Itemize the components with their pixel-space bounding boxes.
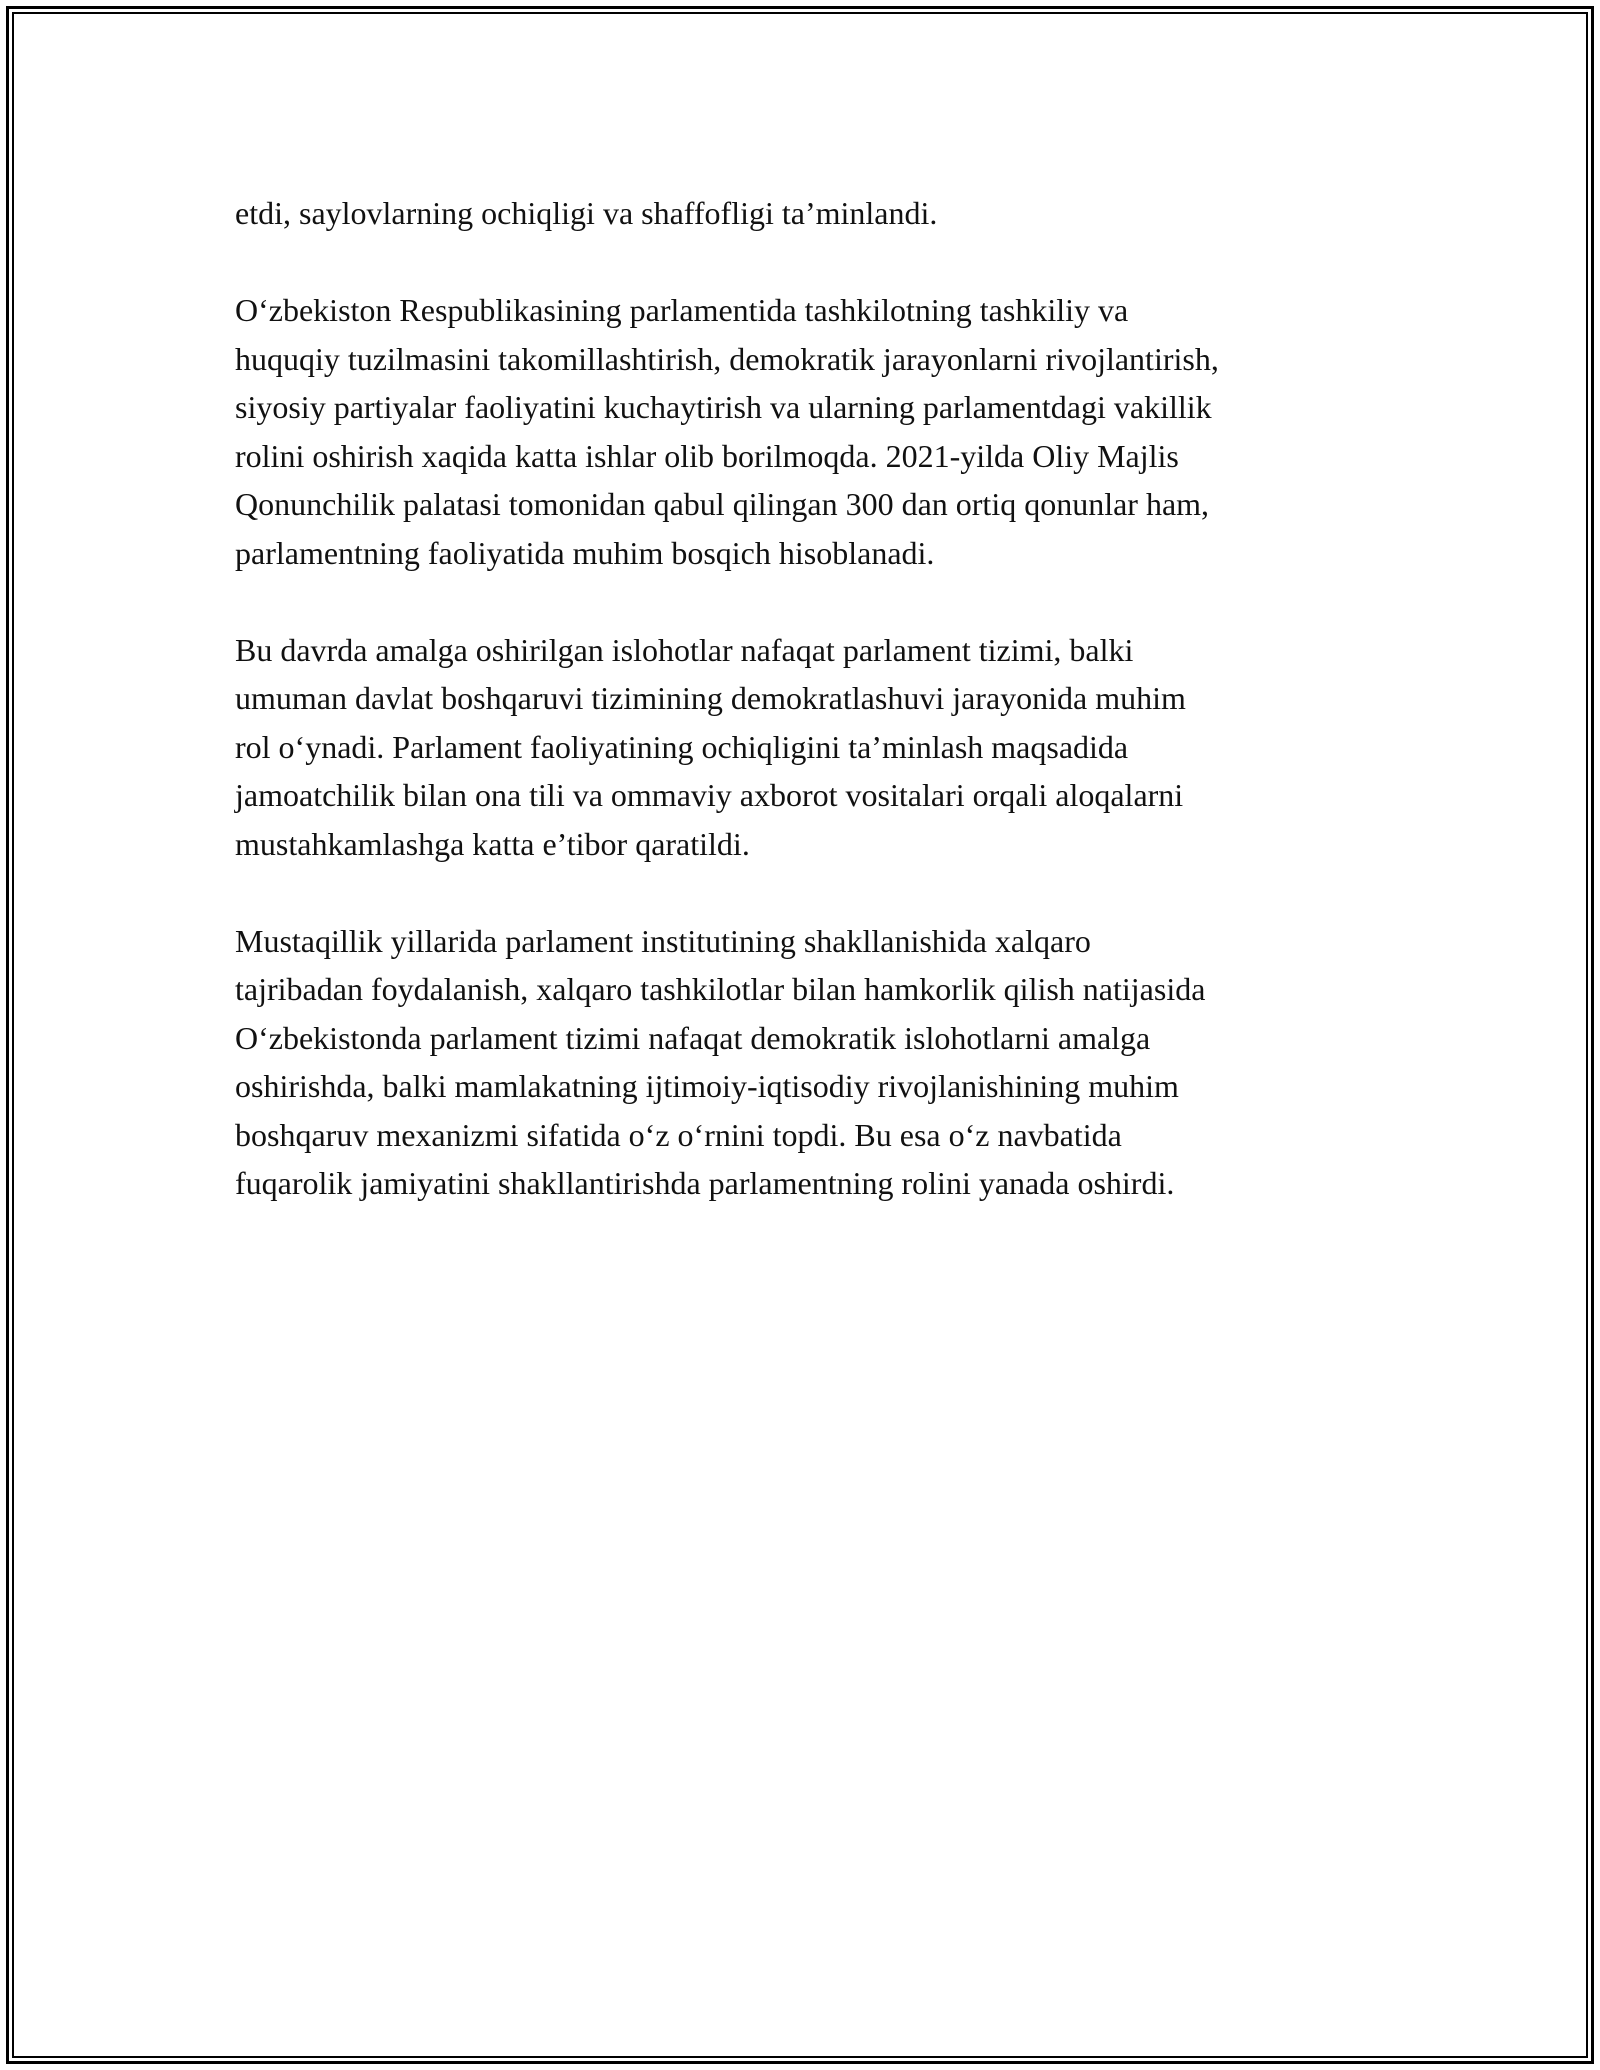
paragraph-1 [235,189,1375,238]
text-line: oshirishda, balki mamlakatning ijtimoiy-iqtisodiy rivojlanishining muhim [235,1068,1179,1104]
text-line: huquqiy tuzilmasini takomillashtirish, demokratik jarayonlarni rivojlantirish, [235,340,1219,377]
text-line: rolini oshirish xaqida katta ishlar olib borilmoqda. 2021-yilda Oliy Majlis [235,437,1179,474]
text-line: mustahkamlashga katta e’tibor qaratildi. [235,825,750,862]
text-line: etdi, saylovlarning ochiqligi va shaffofligi ta’minlandi. [235,195,938,231]
text-line: umuman davlat boshqaruvi tizimining demokratlashuvi jarayonida muhim [235,680,1186,716]
text-line: Bu davrda amalga oshirilgan islohotlar nafaqat parlament tizimi, balki [235,631,1134,668]
text-line: Qonunchilik palatasi tomonidan qabul qilingan 300 dan ortiq qonunlar ham, [235,486,1210,522]
text-line: Mustaqillik yillarida parlament institutining shakllanishida xalqaro [235,922,1091,959]
paragraph-3 [235,626,1375,869]
document-body [235,189,1375,1256]
paragraph-2 [235,286,1375,577]
text-line: jamoatchilik bilan ona tili va ommaviy axborot vositalari orqali aloqalarni [235,777,1184,813]
text-line: O‘zbekiston Respublikasining parlamentida tashkilotning tashkiliy va [235,292,1129,328]
text-line: tajribadan foydalanish, xalqaro tashkilotlar bilan hamkorlik qilish natijasida [235,971,1206,1007]
text-line: siyosiy partiyalar faoliyatini kuchaytirish va ularning parlamentdagi vakillik [235,389,1212,425]
text-line: parlamentning faoliyatida muhim bosqich hisoblanadi. [235,534,935,571]
text-line: boshqaruv mexanizmi sifatida o‘z o‘rnini topdi. Bu esa o‘z navbatida [235,1116,1122,1153]
text-line: rol o‘ynadi. Parlament faoliyatining ochiqligini ta’minlash maqsadida [235,728,1129,765]
paragraph-4 [235,917,1375,1208]
text-line: fuqarolik jamiyatini shakllantirishda parlamentning rolini yanada oshirdi. [235,1165,1175,1201]
text-line: O‘zbekistonda parlament tizimi nafaqat demokratik islohotlarni amalga [235,1019,1151,1056]
